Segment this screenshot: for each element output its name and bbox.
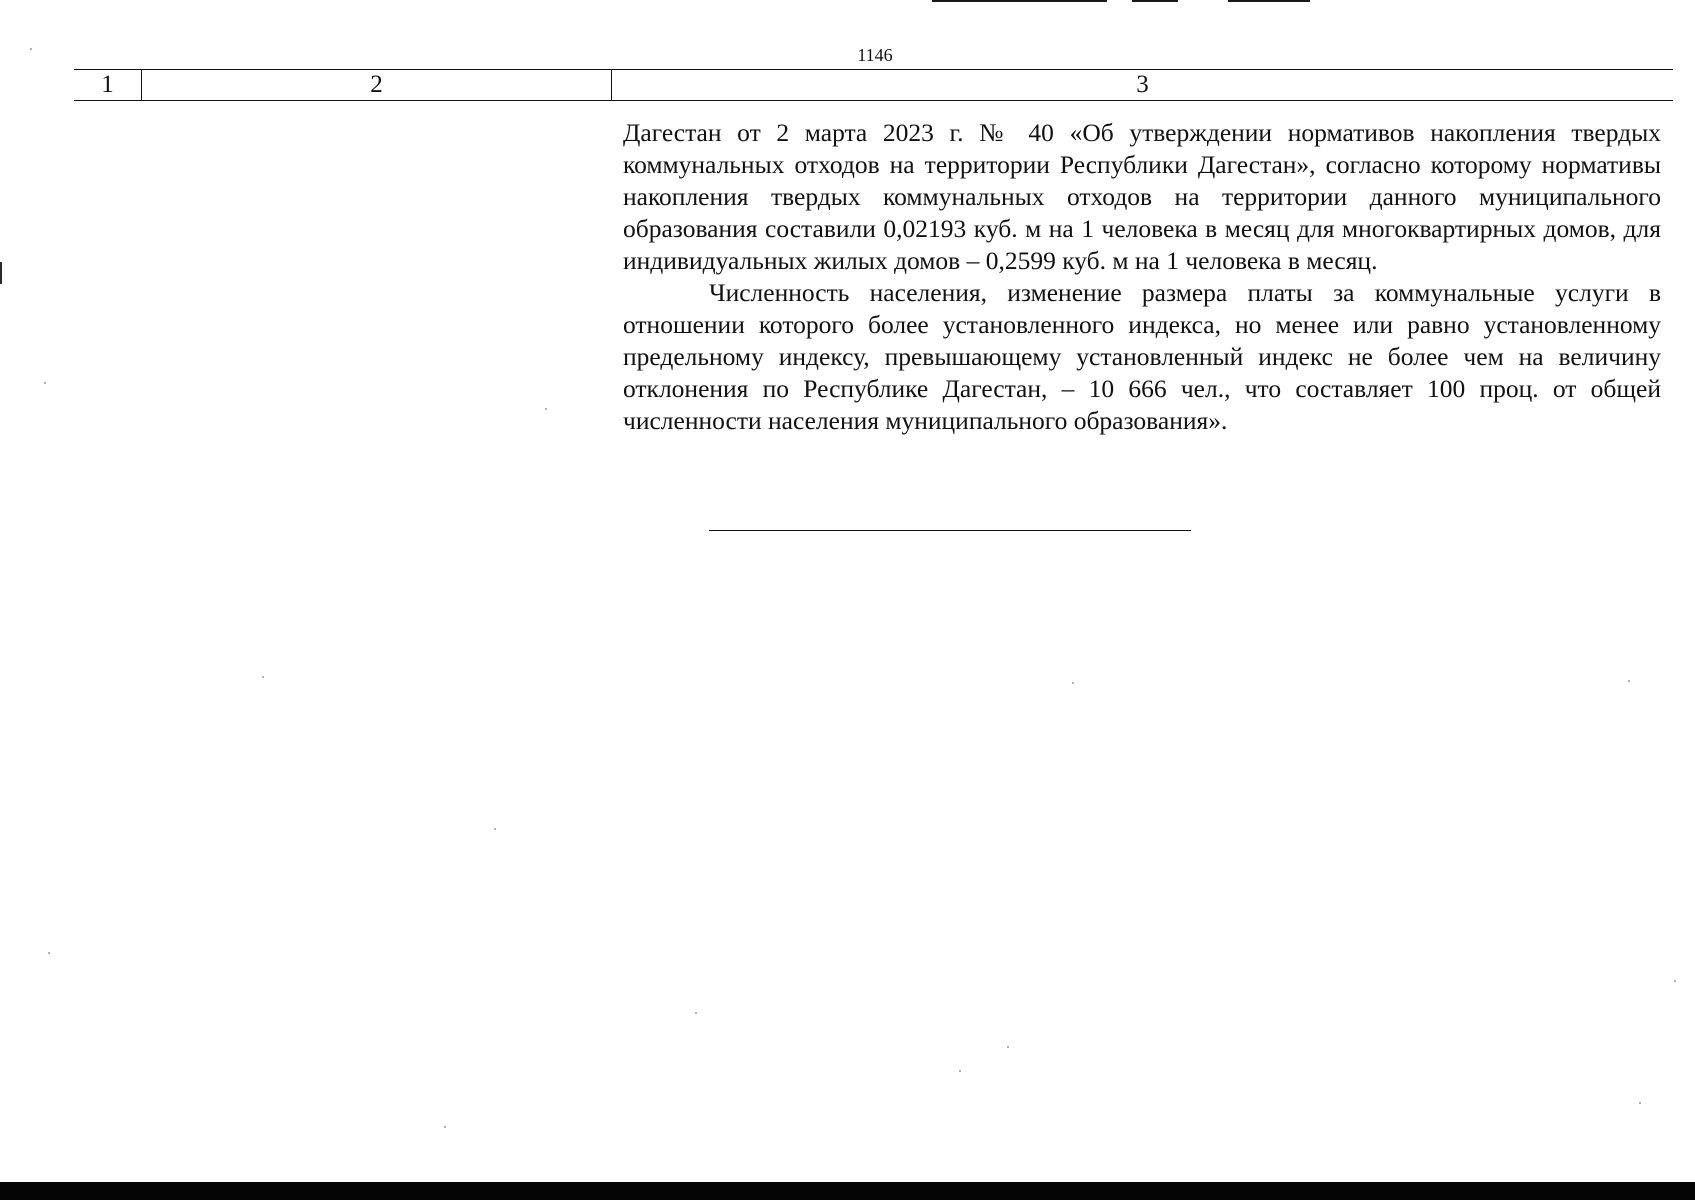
- scan-speck: [494, 828, 496, 830]
- body-text: [623, 117, 1661, 437]
- scan-speck: [262, 676, 264, 678]
- scan-speck: [1628, 680, 1630, 682]
- column-header-2: 2: [142, 70, 612, 101]
- end-divider: [709, 530, 1191, 531]
- page-number: 1146: [857, 45, 893, 65]
- scan-edge-mark: [0, 262, 2, 284]
- scan-speck: [48, 952, 50, 954]
- column-header-table: [74, 69, 1673, 101]
- scan-speck: [444, 1126, 446, 1128]
- paragraph-continuation: Дагестан от 2 марта 2023 г. № 40 «Об утверждении нормативов накопления твердых коммунальных отходов на территории Республики Дагестан», согласно которому нормативы накопления твердых коммунальных отходов на территории данного муниципального образования составили 0,02193 куб. м на 1 человека в месяц для многоквартирных домов, для индивидуальных жилых домов – 0,2599 куб. м на 1 человека в месяц.: [623, 118, 1661, 275]
- scan-speck: [30, 48, 32, 50]
- scan-speck: [1639, 1102, 1641, 1104]
- scan-edge-mark: [932, 0, 1107, 2]
- scan-speck: [545, 408, 547, 410]
- column-header-1: 1: [74, 70, 142, 101]
- scan-edge-mark: [1228, 0, 1310, 2]
- scan-speck: [1072, 682, 1074, 684]
- scan-speck: [695, 1012, 697, 1014]
- column-header-3: 3: [612, 70, 1674, 101]
- scan-edge-mark: [1132, 0, 1178, 2]
- scan-speck: [44, 382, 46, 384]
- scan-speck: [959, 1070, 961, 1072]
- scan-speck: [1674, 980, 1676, 982]
- scan-bottom-edge: [0, 1182, 1695, 1200]
- paragraph-population: Численность населения, изменение размера платы за коммунальные услуги в отношении которого более установленного индекса, но менее или равно установленному предельному индексу, превышающему установленный индекс не более чем на величину отклонения по Республике Дагестан, – 10 666 чел., что составляет 100 проц. от общей численности населения муниципального образования».: [623, 278, 1661, 435]
- scan-speck: [1007, 1046, 1009, 1048]
- column-header-row: [74, 70, 1673, 101]
